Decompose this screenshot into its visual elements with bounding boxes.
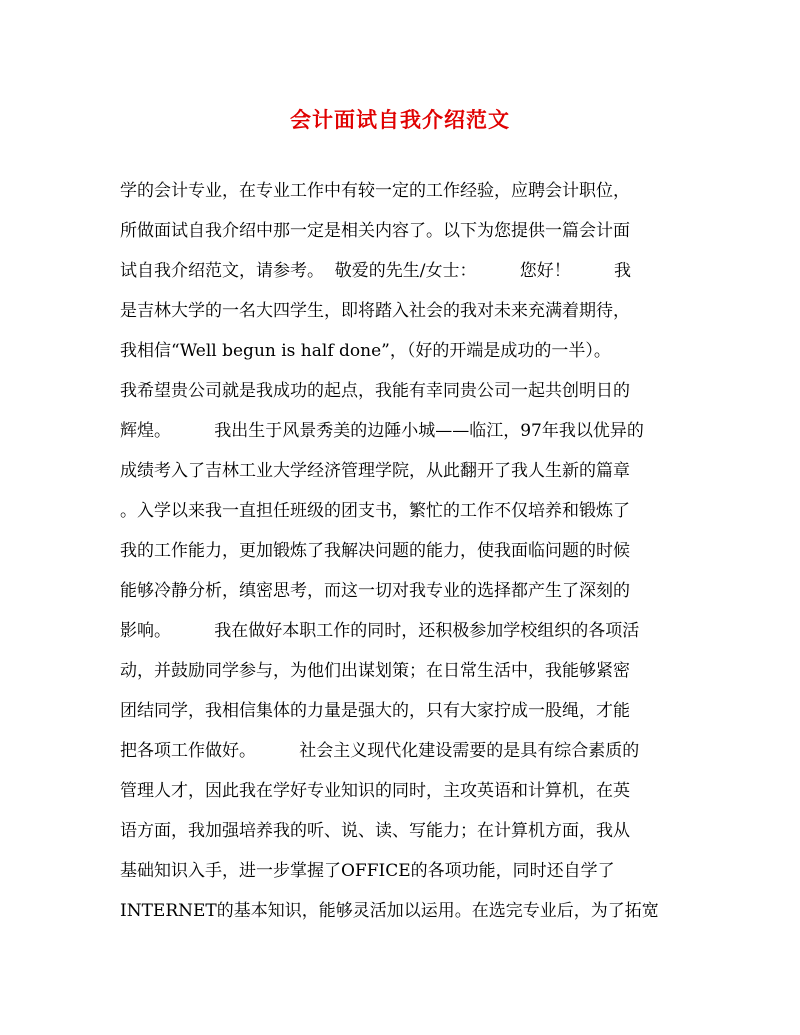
body-text [120,171,680,931]
text-line: 把各项工作做好。 社会主义现代化建设需要的是具有综合素质的 [120,741,640,761]
text-line: 动，并鼓励同学参与，为他们出谋划策；在日常生活中，我能够紧密 [120,661,630,681]
text-line: 试自我介绍范文，请参考。 敬爱的先生/女士： 您好！ 我 [120,261,631,281]
text-line: 我的工作能力，更加锻炼了我解决问题的能力，使我面临问题的时候 [120,541,630,561]
text-line: 能够冷静分析，缜密思考，而这一切对我专业的选择都产生了深刻的 [120,581,630,601]
text-line: INTERNET的基本知识，能够灵活加以运用。在选完专业后，为了拓宽 [120,901,659,921]
text-line: 是吉林大学的一名大四学生，即将踏入社会的我对未来充满着期待， [120,301,630,321]
text-line: 成绩考入了吉林工业大学经济管理学院，从此翻开了我人生新的篇章 [120,461,630,481]
text-line: 语方面，我加强培养我的听、说、读、写能力；在计算机方面，我从 [120,821,630,841]
text-line: 。入学以来我一直担任班级的团支书，繁忙的工作不仅培养和锻炼了 [120,501,630,521]
text-line: 辉煌。 我出生于风景秀美的边陲小城——临江，97年我以优异的 [120,421,644,441]
page-title: 会计面试自我介绍范文 [290,107,510,132]
text-line: 我相信“Well begun is half done”，（好的开端是成功的一半）。 [120,341,611,361]
text-line: 我希望贵公司就是我成功的起点，我能有幸同贵公司一起共创明日的 [120,381,630,401]
text-line: 所做面试自我介绍中那一定是相关内容了。以下为您提供一篇会计面 [120,221,630,241]
text-line: 影响。 我在做好本职工作的同时，还积极参加学校组织的各项活 [120,621,640,641]
text-line: 管理人才，因此我在学好专业知识的同时，主攻英语和计算机，在英 [120,781,630,801]
text-line: 学的会计专业，在专业工作中有较一定的工作经验，应聘会计职位， [120,181,630,201]
text-line: 基础知识入手，进一步掌握了OFFICE的各项功能，同时还自学了 [120,861,615,881]
text-line: 团结同学，我相信集体的力量是强大的，只有大家拧成一股绳，才能 [120,701,630,721]
